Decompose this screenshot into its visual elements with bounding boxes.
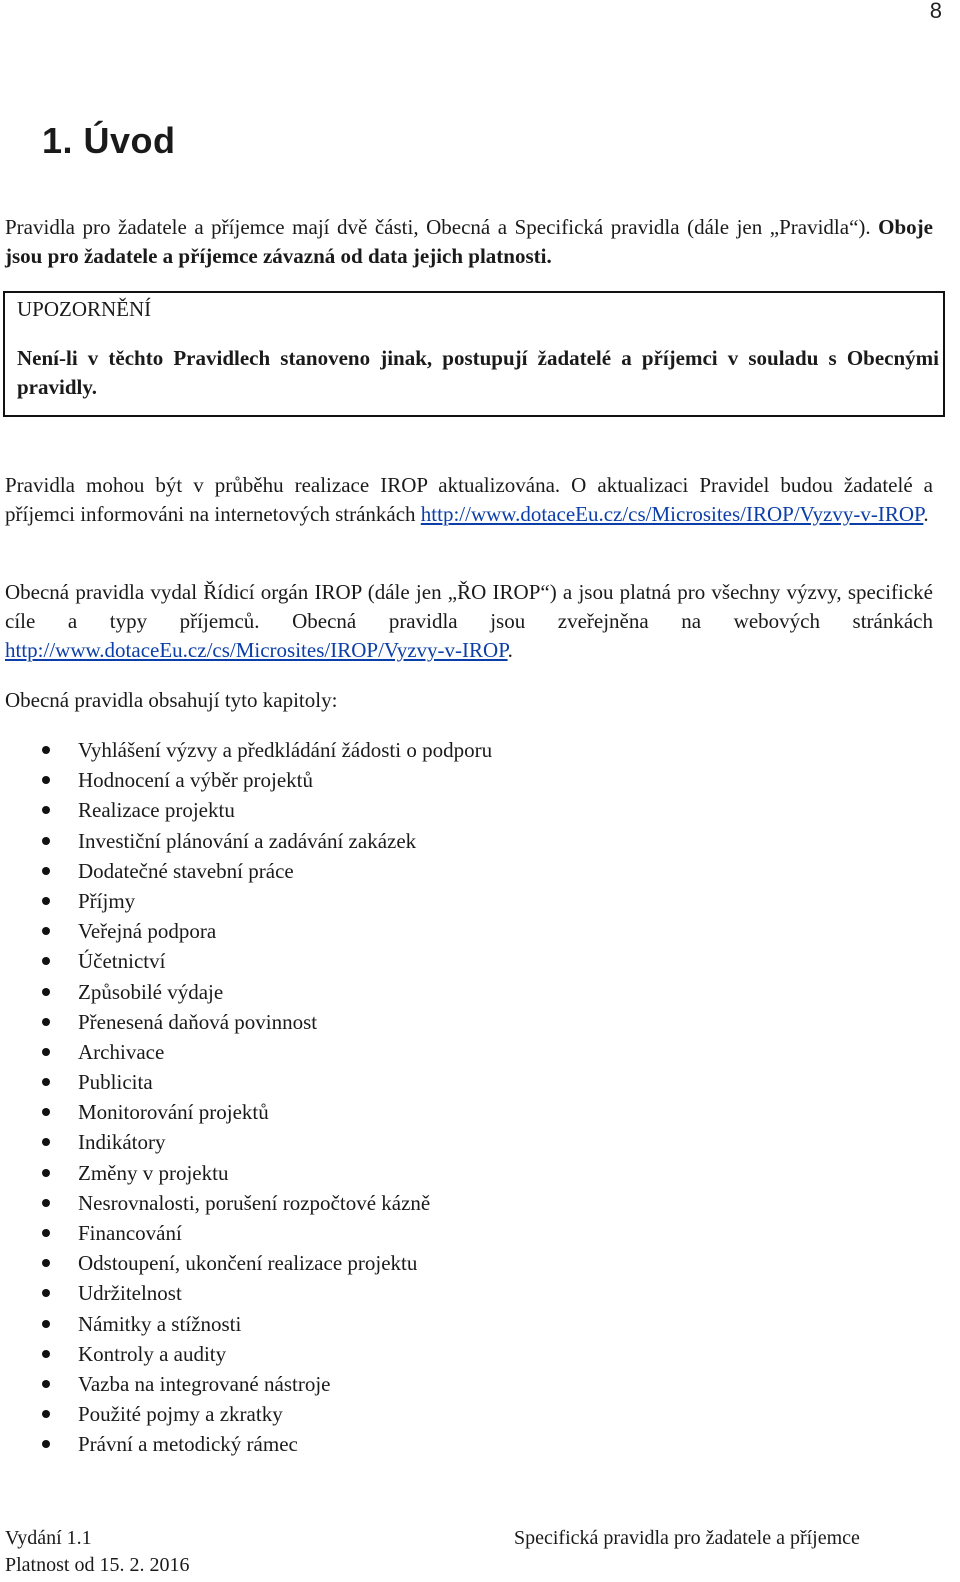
list-item-label: Použité pojmy a zkratky [78,1402,283,1427]
list-item [0,916,492,946]
bullet-icon [42,1138,50,1146]
list-item-label: Archivace [78,1039,165,1064]
list-item-label: Příjmy [78,888,136,913]
update-paragraph [5,471,933,529]
list-item-label: Účetnictví [78,949,166,974]
list-item-label: Nesrovnalosti, porušení rozpočtové kázně [78,1190,431,1215]
list-item [0,946,492,976]
list-item [0,1339,492,1369]
notice-text: Není-li v těchto Pravidlech stanoveno jinak, postupují žadatelé a příjemci v souladu s Obecnými pravidly. [17,346,939,399]
general-text: Obecná pravidla vydal Řídicí orgán IROP (dále jen „ŘO IROP“) a jsou platná pro všechny výzvy, specifické cíle a typy příjemců. Obecná pravidla jsou zveřejněna na webových stránkách [5,580,933,633]
list-item [0,1007,492,1037]
general-end: . [507,638,513,662]
intro-paragraph [5,213,933,271]
chapters-list [0,735,492,1460]
list-item [0,1429,492,1459]
intro-text: Pravidla pro žadatele a příjemce mají dvě části, Obecná a Specifická pravidla (dále jen „Pravidla“). [5,215,879,239]
footer-doc-title: Specifická pravidla pro žadatele a příjemce [514,1527,860,1549]
list-item-label: Investiční plánování a zadávání zakázek [78,828,417,853]
bullet-icon [42,1259,50,1267]
footer-edition: Vydání 1.1 [5,1527,92,1549]
list-item-label: Monitorování projektů [78,1100,269,1125]
page-number: 8 [929,0,942,23]
update-end: . [923,502,929,526]
list-item-label: Financování [78,1221,182,1245]
bullet-icon [42,867,50,875]
bullet-icon [42,988,50,996]
chapters-intro: Obecná pravidla obsahují tyto kapitoly: [5,688,338,712]
bullet-icon [42,927,50,935]
list-item [0,735,492,765]
list-item-label: Udržitelnost [78,1281,182,1306]
list-item-label: Vazba na integrované nástroje [78,1371,331,1396]
footer-left [5,1525,189,1579]
notice-title: UPOZORNĚNÍ [17,297,152,321]
general-paragraph [5,578,933,665]
bullet-icon [42,1410,50,1418]
bullet-icon [42,1018,50,1026]
list-item [0,1399,492,1429]
list-item [0,1127,492,1157]
list-item-label: Dodatečné stavební práce [78,858,294,883]
list-item-label: Hodnocení a výběr projektů [78,768,314,793]
list-item [0,1278,492,1308]
list-item [0,795,492,825]
list-item [0,886,492,916]
list-item [0,1218,492,1248]
general-link[interactable]: http://www.dotaceEu.cz/cs/Microsites/IROP/Vyzvy-v-IROP [5,638,508,662]
list-item-label: Odstoupení, ukončení realizace projektu [78,1251,418,1276]
bullet-icon [42,1078,50,1086]
bullet-icon [42,1229,50,1237]
bullet-icon [42,1289,50,1297]
bullet-icon [42,897,50,905]
list-item-label: Vyhlášení výzvy a předkládání žádosti o podporu [78,738,493,762]
list-item [0,1248,492,1278]
bullet-icon [42,1380,50,1388]
bullet-icon [42,1199,50,1207]
list-item [0,1097,492,1127]
page-title: 1. Úvod [42,120,176,161]
list-item-label: Kontroly a audity [78,1341,227,1366]
bullet-icon [42,1440,50,1448]
list-item [0,826,492,856]
list-item-label: Způsobilé výdaje [78,979,224,1004]
list-item-label: Námitky a stížnosti [78,1311,242,1336]
list-item [0,1037,492,1067]
bullet-icon [42,776,50,784]
list-item-label: Změny v projektu [78,1160,229,1185]
bullet-icon [42,746,50,754]
list-item [0,856,492,886]
bullet-icon [42,806,50,814]
notice-box [3,291,945,417]
list-item [0,765,492,795]
list-item-label: Publicita [78,1070,153,1095]
footer-validity: Platnost od 15. 2. 2016 [5,1554,190,1576]
bullet-icon [42,1169,50,1177]
intro-bold-text: Oboje jsou pro žadatele a příjemce závazná od data jejich platnosti. [5,215,933,268]
bullet-icon [42,1108,50,1116]
list-item [0,1309,492,1339]
list-item-label: Indikátory [78,1130,166,1155]
bullet-icon [42,957,50,965]
list-item-label: Realizace projektu [78,798,235,823]
list-item [0,1188,492,1218]
list-item [0,977,492,1007]
bullet-icon [42,1320,50,1328]
list-item-label: Veřejná podpora [78,919,217,944]
list-item-label: Právní a metodický rámec [78,1432,298,1457]
bullet-icon [42,1048,50,1056]
bullet-icon [42,1350,50,1358]
list-item [0,1158,492,1188]
list-item-label: Přenesená daňová povinnost [78,1009,318,1034]
list-item [0,1369,492,1399]
bullet-icon [42,837,50,845]
list-item [0,1067,492,1097]
update-text: Pravidla mohou být v průběhu realizace IROP aktualizována. O aktualizaci Pravidel budou žadatelé a příjemci informováni na internetových stránkách [5,473,933,526]
update-link[interactable]: http://www.dotaceEu.cz/cs/Microsites/IROP/Vyzvy-v-IROP [420,502,924,526]
